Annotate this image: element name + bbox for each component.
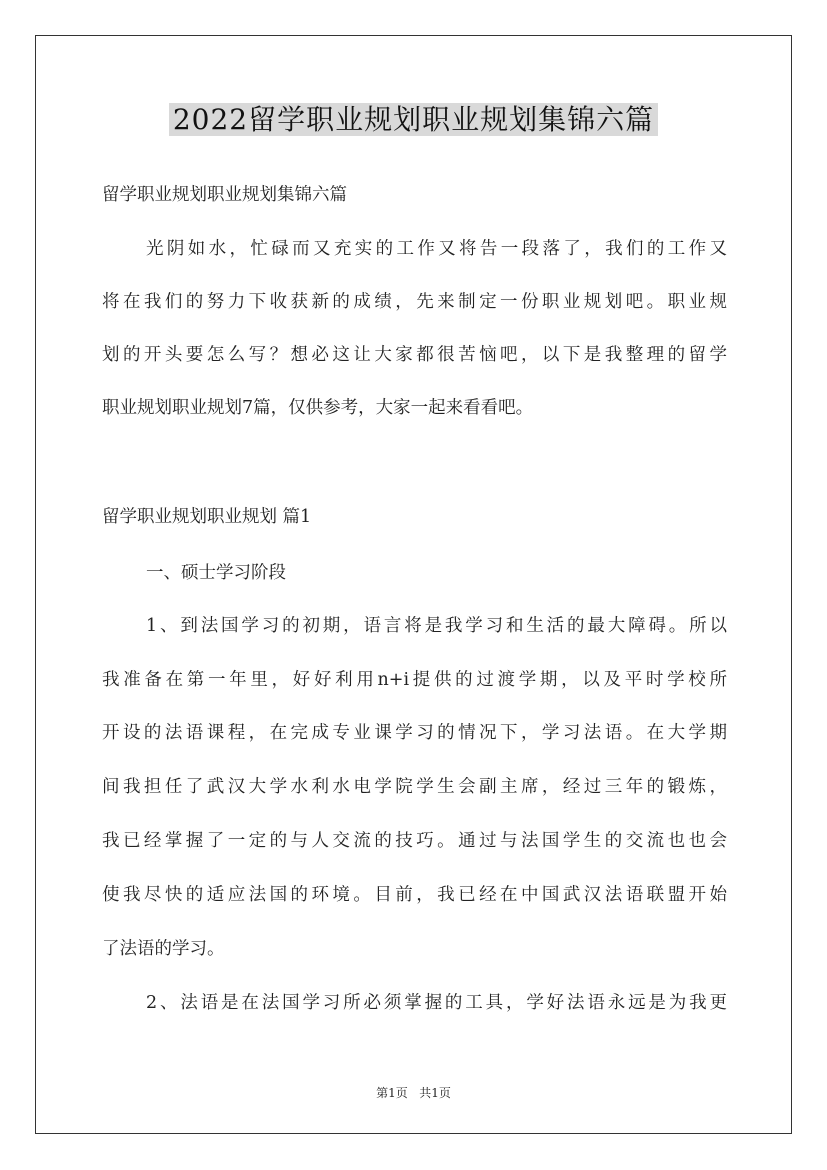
intro-line-2: 将在我们的努力下收获新的成绩，先来制定一份职业规划吧。职业规 bbox=[102, 292, 727, 312]
page-number: 第1页 bbox=[376, 1086, 408, 1100]
paragraph2-line-1: 2、法语是在法国学习所必须掌握的工具，学好法语永远是为我更 bbox=[146, 993, 727, 1013]
intro-line-3: 划的开头要怎么写？想必这让大家都很苦恼吧，以下是我整理的留学 bbox=[102, 345, 727, 365]
paragraph1-line-1: 1、到法国学习的初期，语言将是我学习和生活的最大障碍。所以 bbox=[146, 616, 727, 636]
section-heading: 留学职业规划职业规划 篇1 bbox=[102, 507, 312, 527]
subheading: 一、硕士学习阶段 bbox=[146, 563, 286, 583]
paragraph1-line-4: 间我担任了武汉大学水利水电学院学生会副主席，经过三年的锻炼， bbox=[102, 777, 727, 797]
paragraph1-line-6: 使我尽快的适应法国的环境。目前，我已经在中国武汉法语联盟开始 bbox=[102, 885, 727, 905]
intro-line-1: 光阴如水，忙碌而又充实的工作又将告一段落了，我们的工作又 bbox=[146, 239, 727, 259]
page-total: 共1页 bbox=[419, 1086, 451, 1100]
paragraph1-line-5: 我已经掌握了一定的与人交流的技巧。通过与法国学生的交流也也会 bbox=[102, 831, 727, 851]
document-title-wrap bbox=[0, 100, 827, 140]
page-footer bbox=[0, 1084, 827, 1101]
paragraph1-line-3: 开设的法语课程，在完成专业课学习的情况下，学习法语。在大学期 bbox=[102, 723, 727, 743]
paragraph1-line-7: 了法语的学习。 bbox=[102, 939, 225, 959]
subtitle: 留学职业规划职业规划集锦六篇 bbox=[102, 185, 347, 205]
paragraph1-line-2: 我准备在第一年里，好好利用n+i提供的过渡学期，以及平时学校所 bbox=[102, 670, 727, 690]
document-title: 2022留学职业规划职业规划集锦六篇 bbox=[169, 103, 658, 136]
intro-line-4: 职业规划职业规划7篇，仅供参考，大家一起来看看吧。 bbox=[102, 398, 534, 418]
